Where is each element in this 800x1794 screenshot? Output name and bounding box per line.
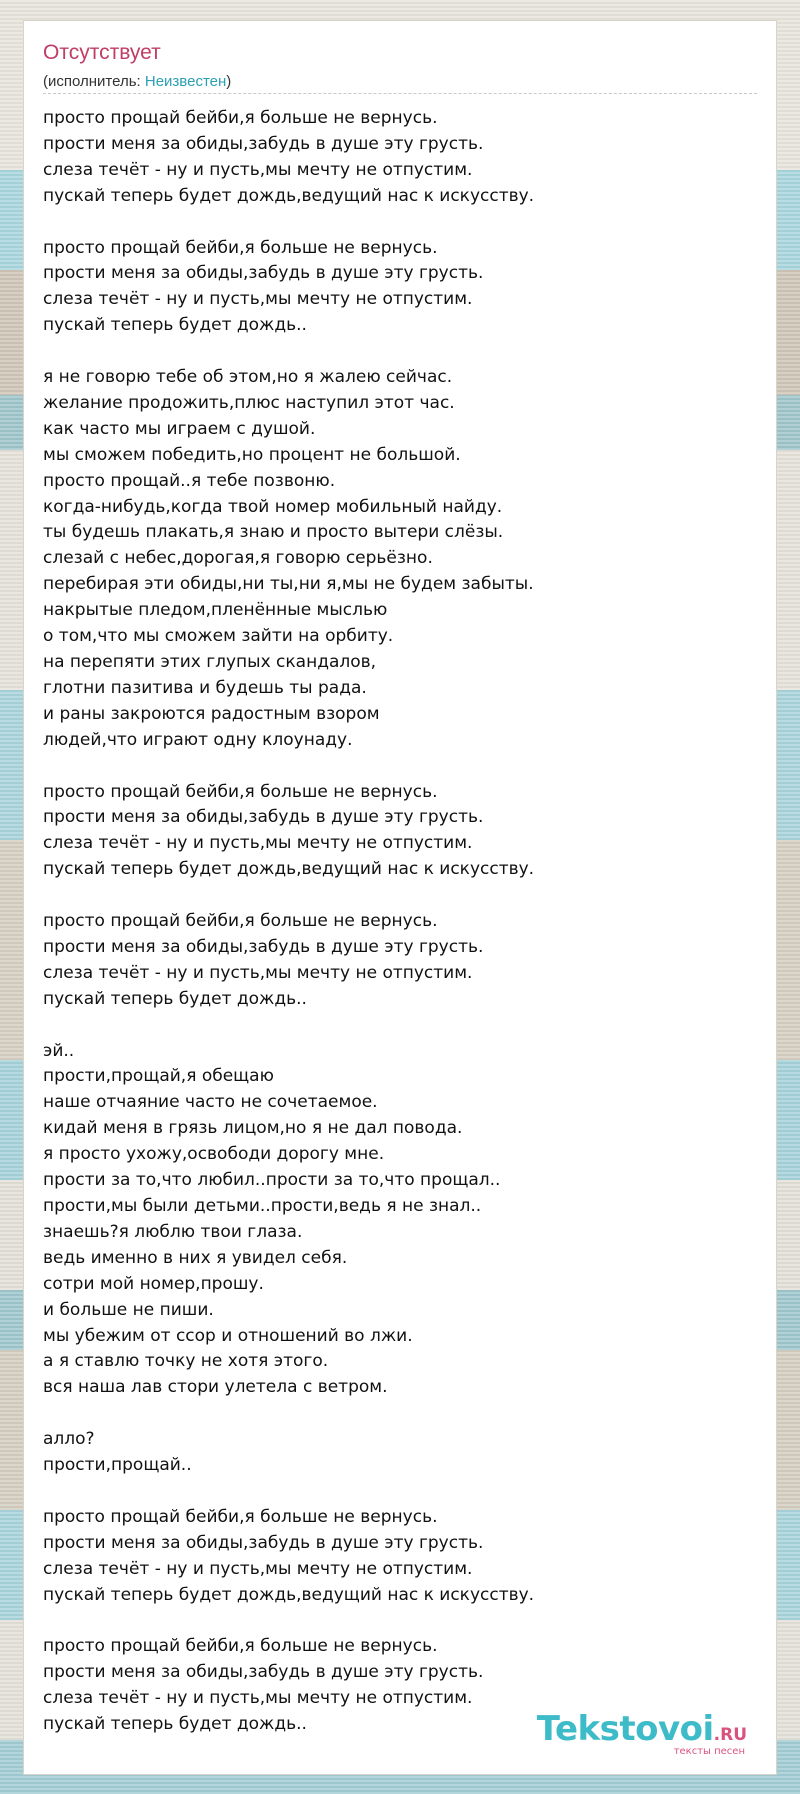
lyric-line: эй..	[43, 1040, 75, 1061]
lyric-line: как часто мы играем с душой.	[43, 418, 316, 439]
lyric-line: пускай теперь будет дождь..	[43, 988, 307, 1009]
lyric-line: я просто ухожу,освободи дорогу мне.	[43, 1144, 385, 1165]
lyric-line: я не говорю тебе об этом,но я жалею сейчас.	[43, 367, 453, 388]
artist-link[interactable]: Неизвестен	[144, 73, 227, 90]
lyric-line: просто прощай бейби,я больше не вернусь.	[43, 108, 438, 128]
lyrics-stanza	[43, 1505, 743, 1609]
lyric-line: просто прощай бейби,я больше не вернусь.	[43, 1636, 438, 1657]
lyric-line: слеза течёт - ну и пусть,мы мечту не отпустим.	[43, 962, 473, 983]
lyric-line: пускай теперь будет дождь..	[43, 1714, 307, 1735]
logo-tagline: тексты песен	[673, 1746, 745, 1757]
lyric-line: когда-нибудь,когда твой номер мобильный найду.	[43, 496, 503, 517]
lyric-line: мы сможем победить,но процент не большой.	[43, 444, 461, 465]
lyric-line: сотри мой номер,прошу.	[43, 1273, 264, 1294]
lyrics-stanza	[43, 236, 743, 340]
lyric-line: вся наша лав стори улетела с ветром.	[43, 1377, 388, 1398]
lyric-line: а я ставлю точку не хотя этого.	[43, 1351, 329, 1372]
artist-prefix: (исполнитель:	[43, 73, 145, 90]
lyric-line: о том,что мы сможем зайти на орбиту.	[43, 626, 394, 647]
lyrics-stanza	[43, 909, 743, 1013]
artist-suffix: )	[226, 73, 232, 90]
lyric-line: слеза течёт - ну и пусть,мы мечту не отпустим.	[43, 1688, 473, 1709]
lyrics-stanza	[43, 106, 743, 210]
lyric-line: желание продожить,плюс наступил этот час.	[43, 392, 455, 413]
lyric-line: ты будешь плакать,я знаю и просто вытери слёзы.	[43, 522, 504, 543]
lyric-line: и раны закроются радостным взором	[43, 703, 380, 724]
lyric-line: прости за то,что любил..прости за то,что прощал..	[43, 1170, 501, 1191]
lyric-line: просто прощай бейби,я больше не вернусь.	[43, 911, 438, 932]
lyric-line: прости,мы были детьми..прости,ведь я не знал..	[43, 1195, 482, 1216]
lyric-line: пускай теперь будет дождь,ведущий нас к искусству.	[43, 859, 535, 880]
lyric-line: просто прощай бейби,я больше не вернусь.	[43, 781, 438, 802]
lyric-line: пускай теперь будет дождь..	[43, 315, 307, 336]
lyrics-stanza	[43, 1039, 743, 1402]
site-logo[interactable]	[536, 1709, 747, 1757]
lyric-line: прости,прощай,я обещаю	[43, 1066, 274, 1087]
lyrics-stanza	[43, 1427, 743, 1479]
lyric-line: прости,прощай..	[43, 1455, 192, 1476]
logo-tld: .RU	[713, 1725, 747, 1745]
lyric-line: просто прощай бейби,я больше не вернусь.	[43, 1506, 438, 1527]
lyric-line: глотни пазитива и будешь ты рада.	[43, 677, 367, 698]
lyric-line: слеза течёт - ну и пусть,мы мечту не отпустим.	[43, 1558, 473, 1579]
lyric-line: накрытые пледом,пленённые мыслью	[43, 600, 388, 621]
lyrics-text	[43, 106, 743, 1738]
lyric-line: прости меня за обиды,забудь в душе эту грусть.	[43, 1662, 484, 1683]
lyric-line: ведь именно в них я увидел себя.	[43, 1247, 348, 1268]
lyric-line: кидай меня в грязь лицом,но я не дал повода.	[43, 1118, 463, 1139]
lyric-line: людей,что играют одну клоунаду.	[43, 729, 353, 750]
lyric-line: пускай теперь будет дождь,ведущий нас к искусству.	[43, 1584, 535, 1605]
lyric-line: слезай с небес,дорогая,я говорю серьёзно.	[43, 548, 433, 569]
lyric-line: перебирая эти обиды,ни ты,ни я,мы не будем забыты.	[43, 574, 534, 595]
song-title: Отсутствует	[43, 41, 161, 64]
lyric-line: слеза течёт - ну и пусть,мы мечту не отпустим.	[43, 159, 473, 180]
lyric-line: прости меня за обиды,забудь в душе эту грусть.	[43, 263, 484, 284]
lyric-line: прости меня за обиды,забудь в душе эту грусть.	[43, 936, 484, 957]
lyric-line: просто прощай бейби,я больше не вернусь.	[43, 237, 438, 258]
logo-wordmark: Tekstovoi	[536, 1709, 714, 1749]
lyric-line: прости меня за обиды,забудь в душе эту грусть.	[43, 807, 484, 828]
lyric-line: знаешь?я люблю твои глаза.	[43, 1221, 303, 1242]
lyric-line: прости меня за обиды,забудь в душе эту грусть.	[43, 133, 484, 154]
lyric-line: пускай теперь будет дождь,ведущий нас к искусству.	[43, 185, 535, 206]
lyric-line: просто прощай..я тебе позвоню.	[43, 470, 336, 491]
lyrics-card	[23, 20, 777, 1775]
artist-line	[43, 73, 231, 90]
lyric-line: слеза течёт - ну и пусть,мы мечту не отпустим.	[43, 833, 473, 854]
lyric-line: прости меня за обиды,забудь в душе эту грусть.	[43, 1532, 484, 1553]
lyric-line: на перепяти этих глупых скандалов,	[43, 652, 377, 672]
lyric-line: алло?	[43, 1429, 95, 1450]
lyric-line: слеза течёт - ну и пусть,мы мечту не отпустим.	[43, 289, 473, 310]
lyrics-stanza	[43, 365, 743, 754]
lyric-line: мы убежим от ссор и отношений во лжи.	[43, 1325, 413, 1346]
title-divider	[43, 93, 757, 94]
lyric-line: наше отчаяние часто не сочетаемое.	[43, 1092, 378, 1113]
lyrics-stanza	[43, 780, 743, 884]
lyric-line: и больше не пиши.	[43, 1299, 214, 1320]
